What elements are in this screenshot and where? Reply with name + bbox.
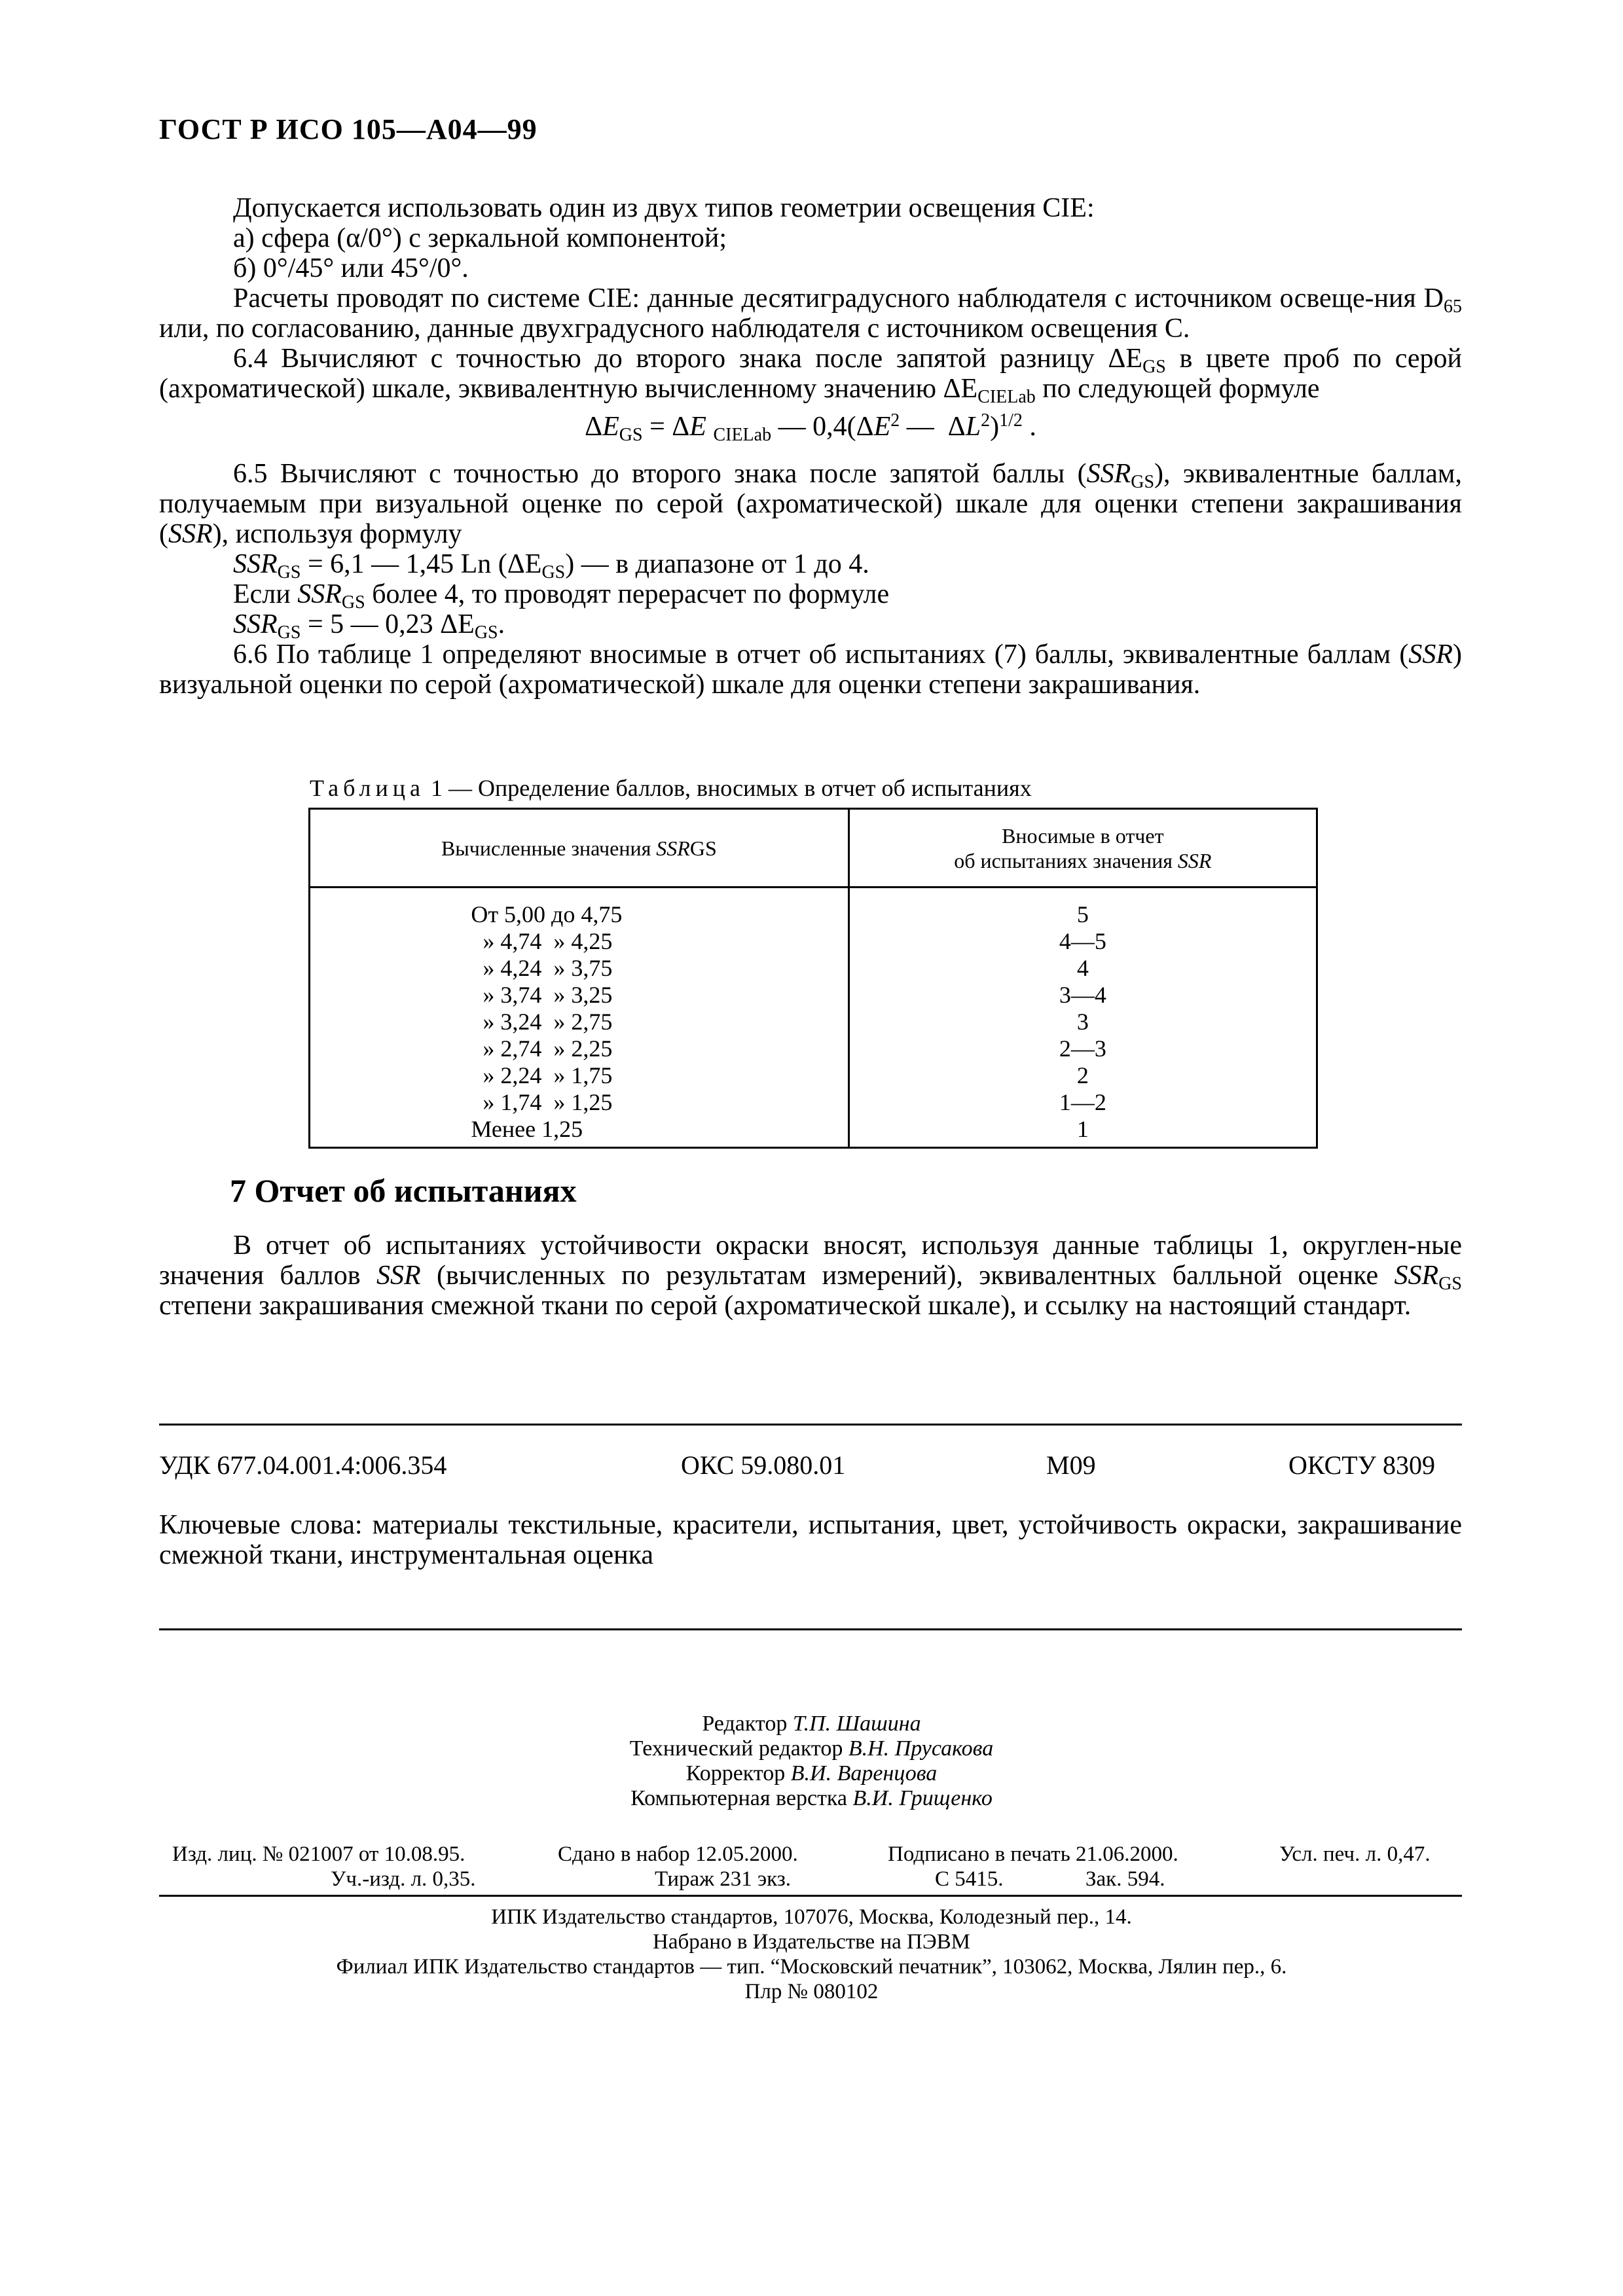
credit-tech-editor: Технический редактор В.Н. Прусакова <box>629 1736 994 1761</box>
formula-ssr-gs-1: $SSR_{GS} = 6,1$ — 1,45 Ln $(\Delta E_{GS})$ — в диапазоне от 1 до 4. <box>233 549 869 583</box>
m-code: М09 <box>1046 1450 1096 1480</box>
footer-line-1: ИПК Издательство стандартов, 107076, Москва, Колодезный пер., 14. <box>491 1905 1132 1929</box>
pub-submitted: Сдано в набор 12.05.2000. <box>558 1842 798 1866</box>
table-cell-value: 5 <box>1076 901 1089 927</box>
table-1 <box>308 808 1318 1149</box>
table-cell-value: 3—4 <box>1059 982 1106 1008</box>
keywords: Ключевые слова: материалы текстильные, красители, испытания, цвет, устойчивость окраски, закрашивание смежной ткани, инструментальная оценка <box>159 1510 1462 1570</box>
table-cell-range: » 1,74 » 1,25 <box>471 1089 613 1115</box>
pub-print-sheets: Усл. печ. л. 0,47. <box>1279 1842 1431 1866</box>
clause-6-5: 6.5 Вычисляют с точностью до второго знака после запятой баллы $(SSR_{GS})$, эквивалентные баллам, получаемым при визуальной оценке по серой (ахроматической) шкале для оценки степени закрашивания (SSR), используя формулу <box>159 459 1462 549</box>
intro-option-b: б) 0°/45° или 45°/0°. <box>233 253 469 283</box>
table-cell-range: Менее 1,25 <box>471 1116 583 1142</box>
table-cell-range: » 4,74 » 4,25 <box>471 928 613 954</box>
recalc-condition: Если $SSR_{GS}$ более 4, то проводят перерасчет по формуле <box>233 579 890 613</box>
credit-editor: Редактор Т.П. Шашина <box>702 1712 921 1736</box>
formula-delta-e-gs: $\Delta E_{GS} = \Delta E$ $_{CIELab}$ — $0,4(\Delta E^2$ — $\Delta L^2)^{1/2}$ . <box>585 410 1036 445</box>
pub-code: С 5415. <box>935 1867 1004 1891</box>
table-cell-range: » 3,24 » 2,75 <box>471 1009 613 1035</box>
intro-calc-paragraph: Расчеты проводят по системе CIE: данные десятиградусного наблюдателя с источником освеще-ния $D_{65}$ или, по согласованию, данные двухградусного наблюдателя с источником освещения C. <box>159 283 1462 344</box>
footer-line-3: Филиал ИПК Издательство стандартов — тип. “Московский печатник”, 103062, Москва, Лялин пер., 6. <box>336 1955 1287 1979</box>
table-cell-value: 4—5 <box>1059 928 1106 954</box>
divider-footer <box>159 1895 1462 1897</box>
standard-header: ГОСТ Р ИСО 105—А04—99 <box>159 113 538 145</box>
table-cell-value: 2 <box>1076 1062 1089 1088</box>
table-header-reported: Вносимые в отчет об испытаниях значения SSR <box>848 809 1317 888</box>
table-cell-value: 1—2 <box>1059 1089 1106 1115</box>
table-cell-range: » 3,74 » 3,25 <box>471 982 613 1008</box>
pub-order: Зак. 594. <box>1085 1867 1165 1891</box>
publisher-footer <box>0 1905 1623 2004</box>
table-column-values <box>848 888 1317 1148</box>
table-cell-value: 2—3 <box>1059 1035 1106 1062</box>
pub-license: Изд. лиц. № 021007 от 10.08.95. <box>172 1842 465 1866</box>
table-cell-range: От 5,00 до 4,75 <box>471 901 623 927</box>
oks-code: ОКС 59.080.01 <box>681 1450 846 1480</box>
table-cell-range: » 2,24 » 1,75 <box>471 1062 613 1088</box>
divider-top <box>159 1424 1462 1426</box>
pub-publishing-sheets: Уч.-изд. л. 0,35. <box>331 1867 476 1891</box>
table-column-ranges <box>310 888 849 1148</box>
pub-signed: Подписано в печать 21.06.2000. <box>888 1842 1178 1866</box>
clause-6-6: 6.6 По таблице 1 определяют вносимые в отчет об испытаниях (7) баллы, эквивалентные баллам (SSR) визуальной оценки по серой (ахроматической) шкале для оценки степени закрашивания. <box>159 639 1462 700</box>
intro-option-a: а) сфера (α/0°) с зеркальной компонентой; <box>233 223 727 253</box>
credit-layout: Компьютерная верстка В.И. Грищенко <box>630 1786 993 1810</box>
intro-line-1: Допускается использовать один из двух типов геометрии освещения CIE: <box>233 193 1095 223</box>
table-cell-range: » 2,74 » 2,25 <box>471 1035 613 1062</box>
section-7-body <box>159 1230 1462 1321</box>
pub-print-run: Тираж 231 экз. <box>655 1867 791 1891</box>
table-header-row <box>310 809 1317 888</box>
table-cell-value: 1 <box>1076 1116 1089 1142</box>
table-cell-value: 3 <box>1076 1009 1089 1035</box>
formula-ssr-gs-2: $SSR_{GS} = 5$ — 0,23 $\Delta E_{GS}$. <box>233 609 505 643</box>
intro-block <box>159 193 1462 700</box>
credit-corrector: Корректор В.И. Варенцова <box>685 1761 938 1785</box>
table-1-caption: Таблица 1 — Определение баллов, вносимых в отчет об испытаниях <box>310 775 1032 801</box>
divider-bottom <box>159 1628 1462 1630</box>
okstu-code: ОКСТУ 8309 <box>1288 1450 1436 1480</box>
table-header-calculated: Вычисленные значения SSRGS <box>310 809 849 888</box>
table-cell-value: 4 <box>1076 955 1089 981</box>
footer-line-2: Набрано в Издательстве на ПЭВМ <box>653 1930 970 1954</box>
clause-6-4: 6.4 Вычисляют с точностью до второго знака после запятой разницу $\Delta E_{GS}$ в цвете проб по серой (ахроматической) шкале, эквивалентную вычисленному значению $\Delta E_{CIELab}$ по следующей формуле <box>159 344 1463 407</box>
table-body-row <box>310 888 1317 1148</box>
udk-code: УДК 677.04.001.4:006.354 <box>159 1450 447 1480</box>
credits-block <box>0 1712 1623 1811</box>
footer-line-4: Плр № 080102 <box>744 1980 879 2003</box>
section-7-title: 7 Отчет об испытаниях <box>230 1172 577 1209</box>
table-cell-range: » 4,24 » 3,75 <box>471 955 613 981</box>
section-7-paragraph: В отчет об испытаниях устойчивости окраски вносят, используя данные таблицы 1, округлен-ные значения баллов SSR (вычисленных по результатам измерений), эквивалентных балльной оценке $SSR_{GS}$ степени закрашивания смежной ткани по серой (ахроматической шкале), и ссылку на настоящий стандарт. <box>159 1230 1462 1321</box>
